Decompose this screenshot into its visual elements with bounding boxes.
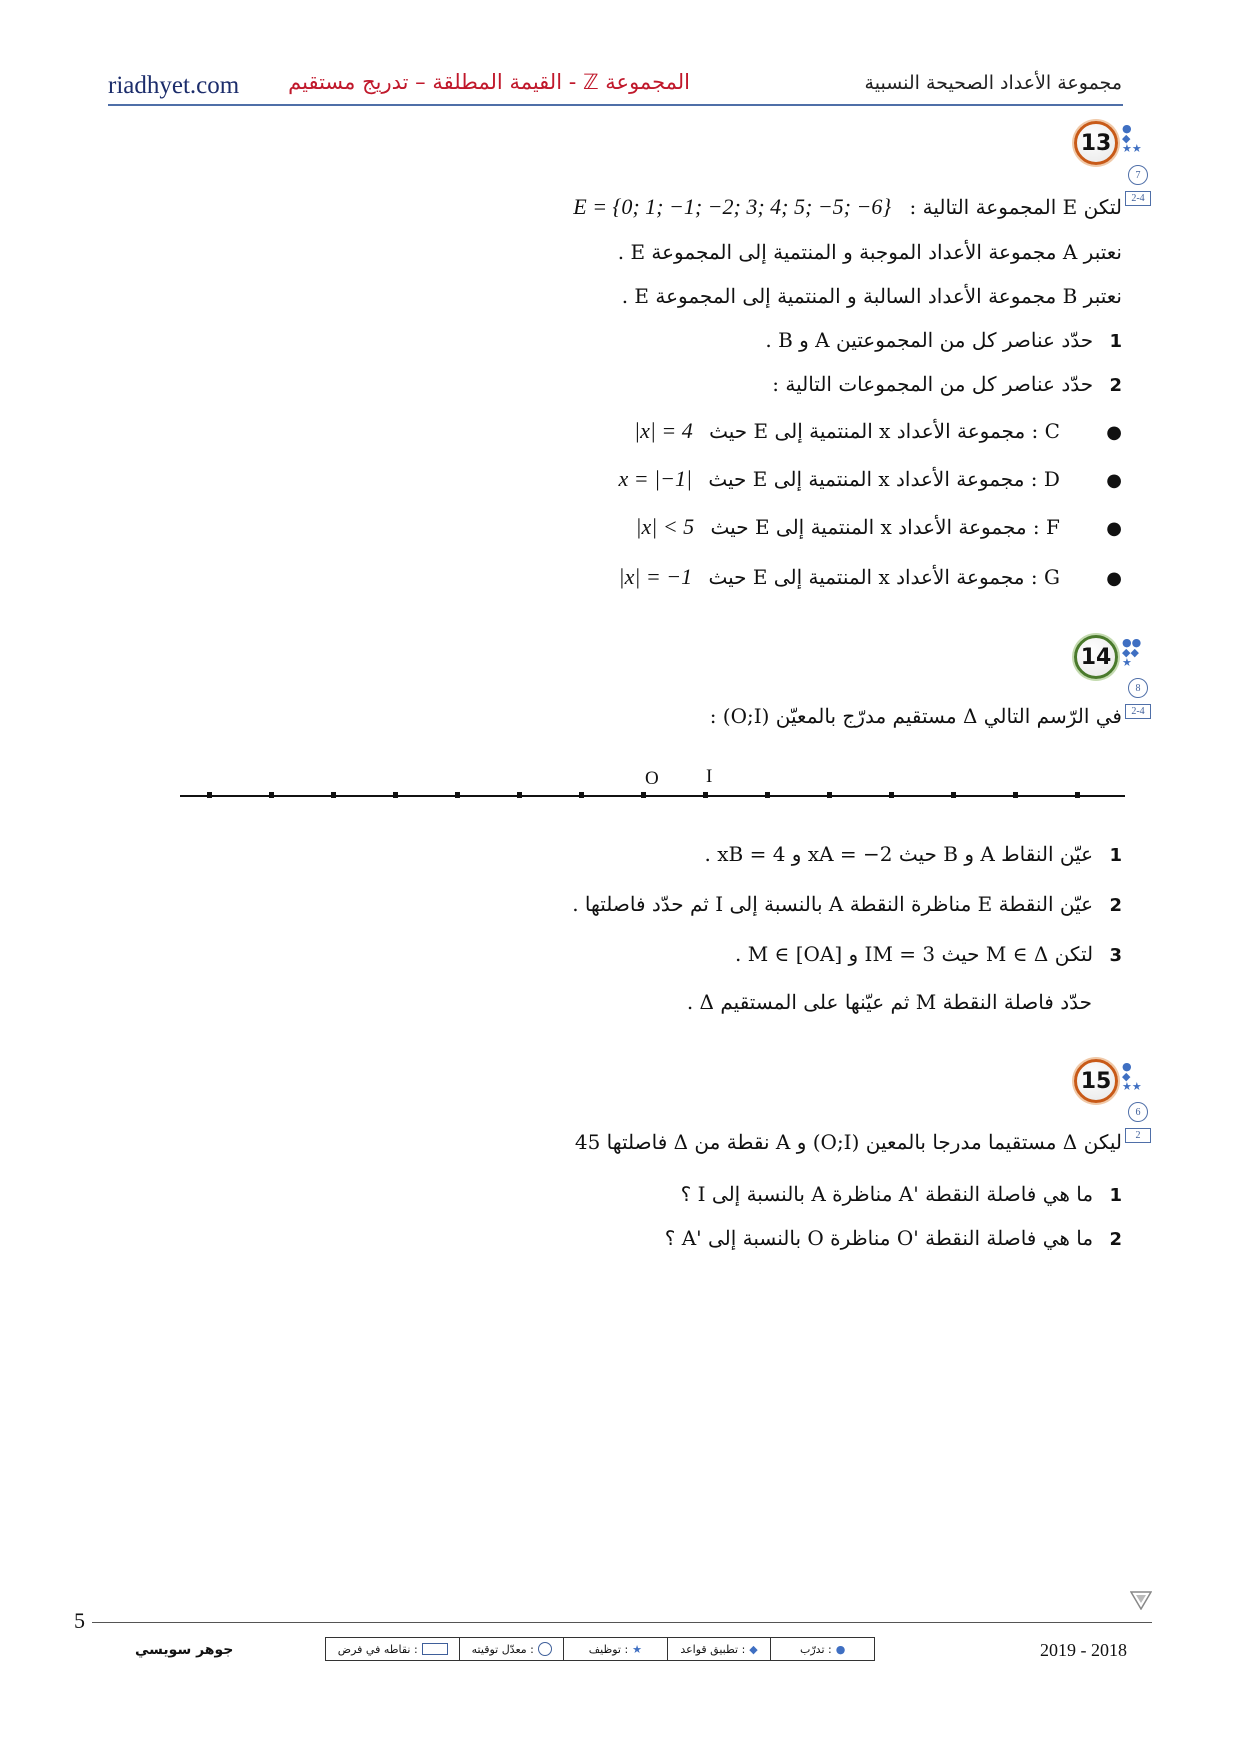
exercise-15-badge: 15 [1074, 1059, 1118, 1103]
exercise-13-line-b: نعتبر B مجموعة الأعداد السالبة و المنتمية إلى المجموعة E . [621, 284, 1122, 308]
school-year: 2019 - 2018 [1040, 1640, 1127, 1660]
legend-item: : نقاطه في فرض [326, 1638, 459, 1660]
axis-label-o: O [645, 768, 659, 789]
circle-icon [538, 1642, 552, 1656]
axis-tick [579, 792, 584, 798]
site-name: riadhyet.com [108, 72, 240, 99]
axis-tick [703, 792, 708, 798]
axis-tick [331, 792, 336, 798]
axis-tick [641, 792, 646, 798]
question-2: 2 ما هي فاصلة النقطة 'O مناظرة O بالنسبة إلى 'A ؟ [664, 1226, 1122, 1250]
set-definition: E = {0; 1; −1; −2; 3; 4; 5; −5; −6} [573, 194, 892, 219]
star-icon: ★ [632, 1642, 643, 1656]
axis-tick [951, 792, 956, 798]
level-box: 2-4 [1125, 191, 1151, 206]
level-box: 2 [1125, 1128, 1151, 1143]
difficulty-icon: ●● ◆◆ ★ [1122, 636, 1142, 669]
bullet-item: ● F : مجموعة الأعداد x المنتمية إلى E حيث |x| < 5 [635, 514, 1122, 539]
question-1: 1 ما هي فاصلة النقطة 'A مناظرة A بالنسبة إلى I ؟ [680, 1182, 1122, 1206]
chapter-title: المجموعة ℤ - القيمة المطلقة – تدريج مستقيم [288, 70, 690, 94]
question-2: 2 عيّن النقطة E مناظرة النقطة A بالنسبة إلى I ثم حدّد فاصلتها . [572, 892, 1122, 916]
points-circle: 7 [1128, 165, 1148, 185]
axis-tick [889, 792, 894, 798]
logo-icon [1130, 1590, 1152, 1610]
exercise-15-intro: ليكن Δ مستقيما مدرجا بالمعين (O;I) و A نقطة من Δ فاصلتها 45 [574, 1130, 1122, 1154]
exercise-13-line-a: نعتبر A مجموعة الأعداد الموجبة و المنتمية إلى المجموعة E . [617, 240, 1122, 264]
exercise-13-badge: 13 [1074, 121, 1118, 165]
dot-icon: ● [835, 1642, 846, 1656]
legend-box [325, 1637, 875, 1661]
legend-item: ◆ : تطبيق قواعد [667, 1638, 771, 1660]
header-divider [108, 104, 1123, 106]
points-circle: 8 [1128, 678, 1148, 698]
axis-tick [765, 792, 770, 798]
bullet-item: ● C : مجموعة الأعداد x المنتمية إلى E حيث |x| = 4 [634, 418, 1122, 443]
difficulty-icon: ● ◆ ★★ [1122, 1060, 1142, 1093]
intro-text: لتكن E المجموعة التالية : [909, 195, 1122, 219]
exercise-14-intro: في الرّسم التالي Δ مستقيم مدرّج بالمعيّن (O;I) : [709, 704, 1122, 728]
axis-tick [455, 792, 460, 798]
axis-tick [1013, 792, 1018, 798]
axis-tick [393, 792, 398, 798]
number-line [180, 795, 1125, 797]
exercise-13-intro [573, 194, 1122, 220]
question-3-followup: حدّد فاصلة النقطة M ثم عيّنها على المستقيم Δ . [686, 990, 1092, 1014]
footer-divider [92, 1622, 1152, 1623]
level-box: 2-4 [1125, 704, 1151, 719]
axis-label-i: I [706, 766, 713, 787]
legend-item: : معدّل توقيته [459, 1638, 563, 1660]
exercise-14-badge: 14 [1074, 635, 1118, 679]
diamond-icon: ◆ [749, 1642, 758, 1656]
box-icon [422, 1643, 448, 1655]
author-name: جوهر سويسي [135, 1642, 234, 1658]
bullet-item: ● G : مجموعة الأعداد x المنتمية إلى E حيث |x| = −1 [618, 564, 1122, 589]
book-title: مجموعة الأعداد الصحيحة النسبية [864, 72, 1122, 94]
bullet-item: ● D : مجموعة الأعداد x المنتمية إلى E حيث x = |−1| [618, 466, 1122, 491]
difficulty-icon: ● ◆ ★★ [1122, 122, 1142, 155]
legend-item: ● : تدرّب [770, 1638, 874, 1660]
question-1: 1 حدّد عناصر كل من المجموعتين A و B . [765, 328, 1122, 352]
legend-item: ★ : توظيف [563, 1638, 667, 1660]
question-1: 1 عيّن النقاط A و B حيث xA = −2 و xB = 4 . [704, 842, 1122, 866]
page-number: 5 [74, 1608, 85, 1633]
question-3: 3 لتكن M ∈ Δ حيث IM = 3 و M ∈ [OA] . [735, 942, 1122, 966]
question-2: 2 حدّد عناصر كل من المجموعات التالية : [772, 372, 1122, 396]
axis-tick [207, 792, 212, 798]
axis-tick [827, 792, 832, 798]
axis-tick [1075, 792, 1080, 798]
points-circle: 6 [1128, 1102, 1148, 1122]
axis-tick [517, 792, 522, 798]
axis-tick [269, 792, 274, 798]
